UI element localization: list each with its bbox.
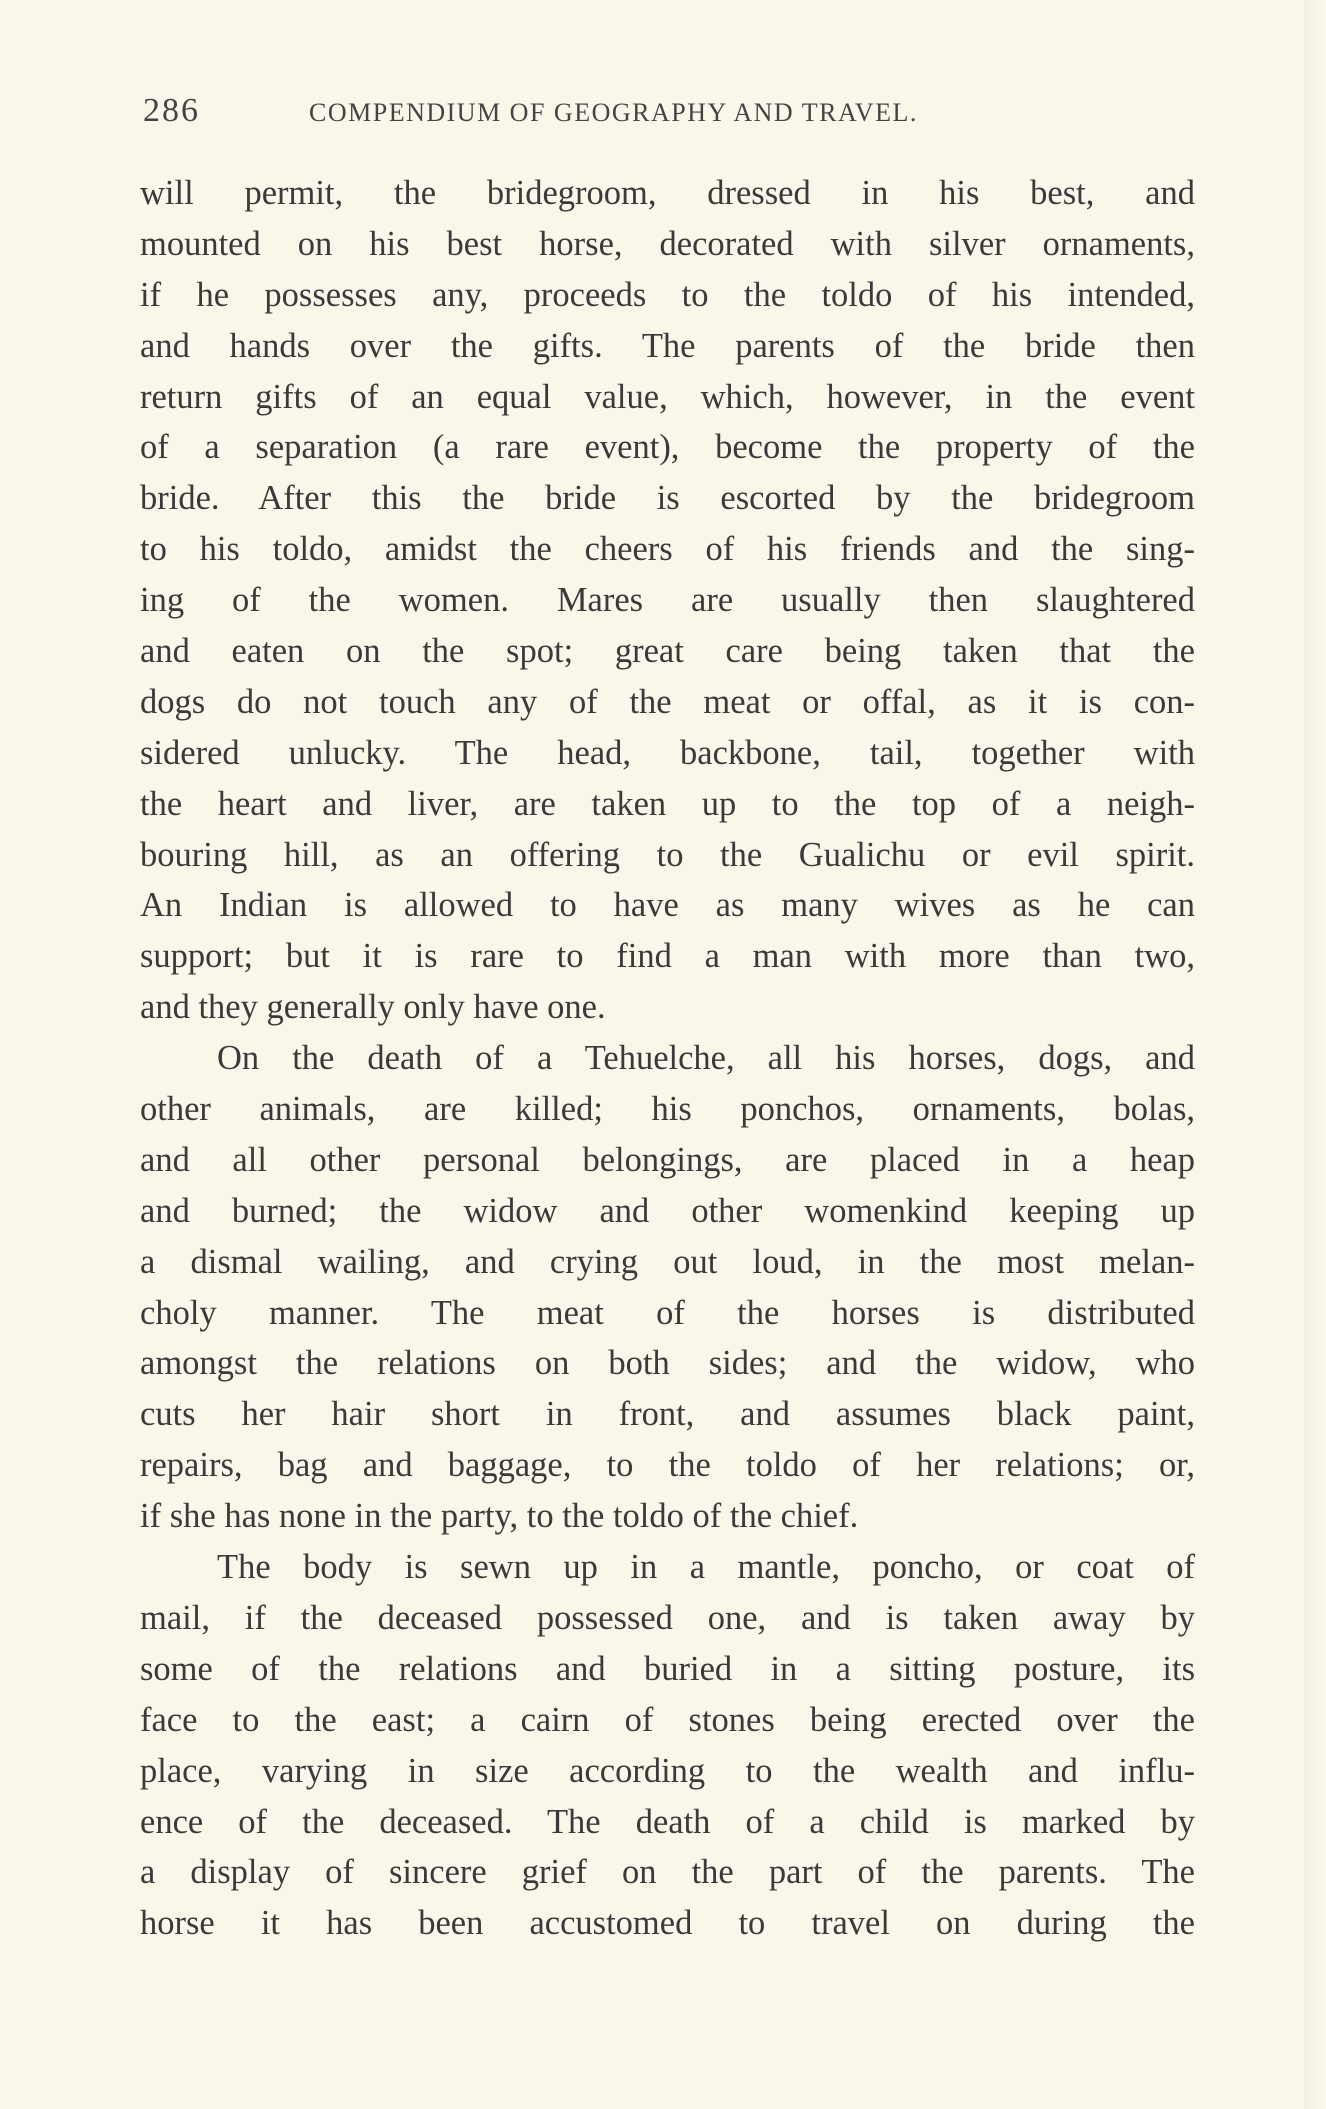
text-line: amongst the relations on both sides; and the widow, who [140,1344,1195,1383]
text-line: dogs do not touch any of the meat or offal, as it is con- [140,682,1195,721]
text-line: and burned; the widow and other womenkind keeping up [140,1191,1195,1230]
text-line: place, varying in size according to the wealth and influ- [140,1751,1195,1790]
running-head: COMPENDIUM OF GEOGRAPHY AND TRAVEL. [309,98,918,127]
body-text [140,168,1195,1949]
text-line: mail, if the deceased possessed one, and is taken away by [140,1598,1195,1637]
text-line: repairs, bag and baggage, to the toldo of her relations; or, [140,1446,1195,1485]
text-line: to his toldo, amidst the cheers of his friends and the sing- [140,530,1195,569]
text-line: of a separation (a rare event), become the property of the [140,428,1195,467]
text-line: a display of sincere grief on the part of the parents. The [140,1853,1195,1892]
page-number: 286 [143,92,200,129]
text-line: An Indian is allowed to have as many wives as he can [140,886,1195,925]
text-line: other animals, are killed; his ponchos, ornaments, bolas, [140,1090,1195,1129]
text-line: and hands over the gifts. The parents of the bride then [140,326,1195,365]
text-line: On the death of a Tehuelche, all his horses, dogs, and [217,1039,1195,1078]
text-line: and all other personal belongings, are placed in a heap [140,1140,1195,1179]
text-line: support; but it is rare to find a man with more than two, [140,937,1195,976]
text-line: bride. After this the bride is escorted by the bridegroom [140,479,1195,518]
text-line: sidered unlucky. The head, backbone, tail, together with [140,733,1195,772]
text-line: and they generally only have one. [140,988,606,1027]
text-line: if she has none in the party, to the toldo of the chief. [140,1497,859,1536]
page-edge [1304,0,1326,2109]
text-line: horse it has been accustomed to travel on during the [140,1904,1195,1943]
text-line: if he possesses any, proceeds to the toldo of his intended, [140,275,1195,314]
text-line: return gifts of an equal value, which, however, in the event [140,377,1195,416]
text-line: The body is sewn up in a mantle, poncho, or coat of [217,1548,1195,1587]
text-line: will permit, the bridegroom, dressed in his best, and [140,174,1195,212]
text-line: bouring hill, as an offering to the Gualichu or evil spirit. [140,835,1195,874]
text-line: cuts her hair short in front, and assumes black paint, [140,1395,1195,1434]
text-line: face to the east; a cairn of stones being erected over the [140,1700,1195,1739]
text-line: ence of the deceased. The death of a child is marked by [140,1802,1195,1841]
text-line: the heart and liver, are taken up to the top of a neigh- [140,784,1195,823]
text-line: some of the relations and buried in a sitting posture, its [140,1649,1195,1688]
page-header [143,92,1193,142]
text-line: ing of the women. Mares are usually then slaughtered [140,581,1195,620]
text-line: mounted on his best horse, decorated with silver ornaments, [140,224,1195,263]
text-line: choly manner. The meat of the horses is distributed [140,1293,1195,1332]
text-line: and eaten on the spot; great care being taken that the [140,632,1195,671]
text-line: a dismal wailing, and crying out loud, in the most melan- [140,1242,1195,1281]
